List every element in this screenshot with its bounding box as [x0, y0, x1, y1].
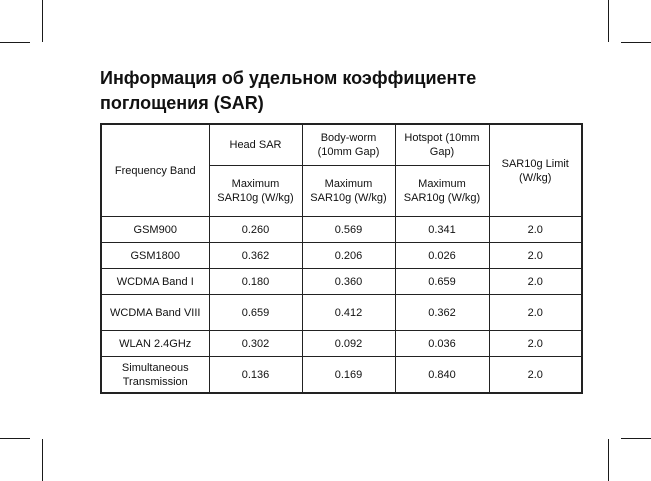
cell-hotspot: 0.362 [395, 295, 489, 331]
cell-head: 0.136 [209, 357, 302, 394]
cell-hotspot: 0.341 [395, 217, 489, 243]
sar-table [100, 123, 583, 394]
cell-head: 0.302 [209, 331, 302, 357]
cell-limit: 2.0 [489, 243, 582, 269]
cell-body: 0.569 [302, 217, 395, 243]
cell-band: WCDMA Band VIII [101, 295, 209, 331]
cell-hotspot: 0.026 [395, 243, 489, 269]
table-row [101, 217, 582, 243]
cell-hotspot: 0.659 [395, 269, 489, 295]
cell-limit: 2.0 [489, 217, 582, 243]
cell-body: 0.360 [302, 269, 395, 295]
cell-head: 0.362 [209, 243, 302, 269]
page-title: Информация об удельном коэффициенте поглощения (SAR) [100, 68, 477, 113]
crop-mark-bottom-left-vertical [42, 439, 43, 481]
crop-mark-bottom-left-horizontal [0, 438, 30, 439]
cell-body: 0.092 [302, 331, 395, 357]
cell-limit: 2.0 [489, 357, 582, 394]
cell-hotspot: 0.840 [395, 357, 489, 394]
table-row [101, 295, 582, 331]
crop-mark-top-left-vertical [42, 0, 43, 42]
cell-band: Simultaneous Transmission [101, 357, 209, 394]
header-body-worn: Body-worm (10mm Gap) [302, 124, 395, 166]
cell-limit: 2.0 [489, 269, 582, 295]
crop-mark-bottom-right-horizontal [621, 438, 651, 439]
table-row [101, 243, 582, 269]
header-head-sar: Head SAR [209, 124, 302, 166]
cell-band: WCDMA Band I [101, 269, 209, 295]
subheader-max-head: Maximum SAR10g (W/kg) [209, 166, 302, 217]
header-frequency-band: Frequency Band [101, 124, 209, 217]
cell-head: 0.180 [209, 269, 302, 295]
cell-body: 0.412 [302, 295, 395, 331]
header-sar-limit: SAR10g Limit (W/kg) [489, 124, 582, 217]
cell-head: 0.659 [209, 295, 302, 331]
cell-head: 0.260 [209, 217, 302, 243]
cell-limit: 2.0 [489, 331, 582, 357]
table-row [101, 357, 582, 394]
table-row [101, 331, 582, 357]
cell-body: 0.169 [302, 357, 395, 394]
crop-mark-top-right-vertical [608, 0, 609, 42]
cell-hotspot: 0.036 [395, 331, 489, 357]
crop-mark-top-left-horizontal [0, 42, 30, 43]
table-row [101, 269, 582, 295]
subheader-max-body: Maximum SAR10g (W/kg) [302, 166, 395, 217]
crop-mark-bottom-right-vertical [608, 439, 609, 481]
cell-limit: 2.0 [489, 295, 582, 331]
cell-band: GSM1800 [101, 243, 209, 269]
cell-body: 0.206 [302, 243, 395, 269]
header-hotspot: Hotspot (10mm Gap) [395, 124, 489, 166]
crop-mark-top-right-horizontal [621, 42, 651, 43]
cell-band: GSM900 [101, 217, 209, 243]
cell-band: WLAN 2.4GHz [101, 331, 209, 357]
subheader-max-hotspot: Maximum SAR10g (W/kg) [395, 166, 489, 217]
